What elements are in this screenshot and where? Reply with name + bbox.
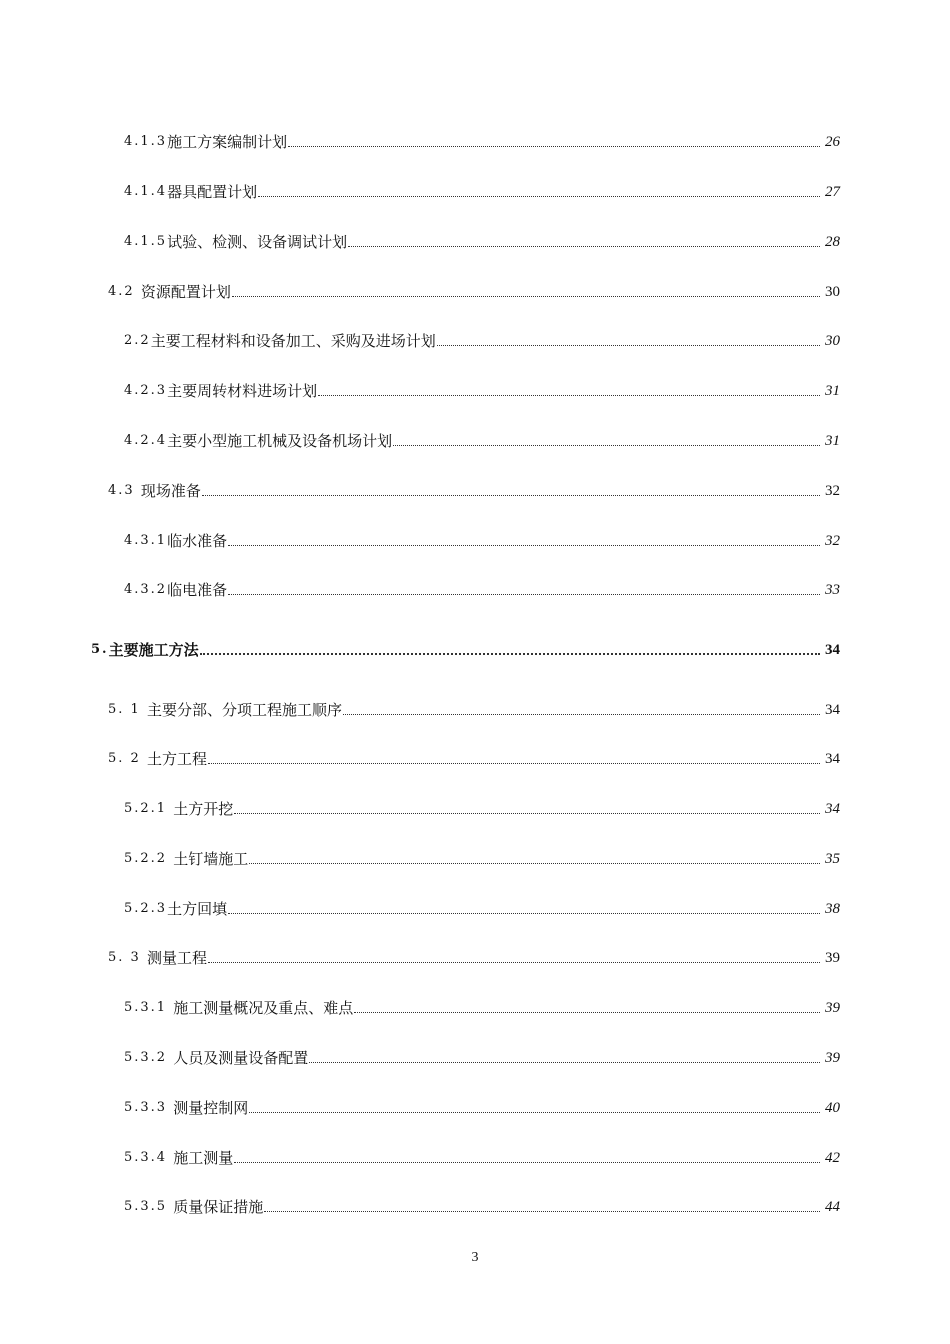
- toc-entry-number: 5.2.2: [124, 851, 174, 866]
- toc-entry-number: 4.3: [108, 483, 141, 498]
- toc-entry-page: 32: [825, 483, 840, 499]
- toc-entry-page: 44: [825, 1199, 840, 1215]
- toc-entry-number: 4.2: [108, 284, 141, 299]
- dot-leader: [208, 763, 820, 764]
- toc-entry-number: 5. 3: [108, 950, 147, 965]
- dot-leader: [232, 296, 820, 297]
- toc-entry-number: 4.3.2: [124, 582, 168, 597]
- dot-leader: [393, 445, 820, 446]
- toc-entry-title: 人员及测量设备配置: [173, 1049, 309, 1067]
- toc-entry-number: 5.3.3: [124, 1100, 174, 1115]
- toc-entry-page: 31: [825, 383, 840, 399]
- toc-entry[interactable]: [91, 637, 840, 659]
- toc-entry-title: 主要小型施工机械及设备机场计划: [167, 432, 393, 450]
- toc-entry-number: 5. 1: [108, 702, 147, 717]
- toc-entry-title: 土钉墙施工: [173, 850, 249, 868]
- dot-leader: [208, 962, 820, 963]
- dot-leader: [228, 545, 820, 546]
- toc-entry-page: 34: [825, 751, 840, 767]
- toc-entry-page: 33: [825, 582, 840, 598]
- toc-entry-title: 施工测量: [173, 1149, 234, 1167]
- toc-entry-number: 4.1.3: [124, 134, 168, 149]
- dot-leader: [228, 913, 820, 914]
- toc-entry[interactable]: [108, 746, 840, 768]
- toc-entry[interactable]: [124, 796, 840, 818]
- toc-entry-page: 40: [825, 1100, 840, 1116]
- toc-entry-number: 2.2: [124, 333, 151, 348]
- toc-entry[interactable]: [108, 279, 840, 301]
- toc-entry-page: 34: [825, 702, 840, 718]
- toc-entry-page: 30: [825, 284, 840, 300]
- toc-entry[interactable]: [124, 1194, 840, 1216]
- dot-leader: [318, 395, 820, 396]
- toc-entry-title: 现场准备: [140, 482, 201, 500]
- toc-entry-title: 临水准备: [167, 532, 228, 550]
- toc-entry-page: 39: [825, 1000, 840, 1016]
- toc-entry[interactable]: [124, 1095, 840, 1117]
- toc-entry[interactable]: [124, 179, 840, 201]
- toc-entry-number: 4.2.3: [124, 383, 168, 398]
- dot-leader: [234, 813, 820, 814]
- toc-entry-page: 28: [825, 234, 840, 250]
- toc-entry-page: 39: [825, 950, 840, 966]
- dot-leader: [437, 345, 820, 346]
- toc-entry[interactable]: [124, 229, 840, 251]
- dot-leader: [354, 1012, 820, 1013]
- toc-entry[interactable]: [124, 328, 840, 350]
- toc-entry-title: 临电准备: [167, 581, 228, 599]
- toc-entry-number: 5.3.5: [124, 1199, 174, 1214]
- toc-entry-title: 土方开挖: [173, 800, 234, 818]
- toc-entry[interactable]: [124, 577, 840, 599]
- toc-entry-title: 主要工程材料和设备加工、采购及进场计划: [150, 332, 436, 350]
- toc-entry-title: 试验、检测、设备调试计划: [167, 233, 348, 251]
- toc-entry-page: 31: [825, 433, 840, 449]
- toc-entry[interactable]: [124, 129, 840, 151]
- dot-leader: [343, 714, 820, 715]
- toc-entry-number: 5.: [91, 642, 109, 657]
- toc-entry-title: 器具配置计划: [167, 183, 258, 201]
- toc-entry-page: 34: [825, 801, 840, 817]
- toc-entry-number: 4.2.4: [124, 433, 168, 448]
- toc-entry-title: 土方工程: [146, 750, 207, 768]
- toc-entry[interactable]: [108, 697, 840, 719]
- dot-leader: [249, 1112, 820, 1113]
- toc-entry-title: 质量保证措施: [173, 1198, 264, 1216]
- toc-entry-title: 施工方案编制计划: [167, 133, 288, 151]
- toc-entry-title: 资源配置计划: [140, 283, 231, 301]
- dot-leader: [249, 863, 820, 864]
- toc-entry[interactable]: [108, 945, 840, 967]
- toc-entry-page: 30: [825, 333, 840, 349]
- toc-entry[interactable]: [124, 1145, 840, 1167]
- toc-entry-page: 35: [825, 851, 840, 867]
- toc-entry[interactable]: [108, 478, 840, 500]
- toc-entry-number: 5.3.2: [124, 1050, 174, 1065]
- toc-entry[interactable]: [124, 846, 840, 868]
- toc-entry-title: 测量控制网: [173, 1099, 249, 1117]
- dot-leader: [288, 146, 820, 147]
- toc-entry-title: 测量工程: [146, 949, 207, 967]
- dot-leader: [228, 594, 820, 595]
- toc-entry-number: 5.3.1: [124, 1000, 174, 1015]
- toc-entry-number: 4.3.1: [124, 533, 168, 548]
- dot-leader: [258, 196, 820, 197]
- dot-leader: [200, 653, 820, 655]
- toc-entry-title: 主要施工方法: [108, 641, 199, 659]
- dot-leader: [234, 1162, 820, 1163]
- toc-entry-page: 26: [825, 134, 840, 150]
- toc-entry[interactable]: [124, 528, 840, 550]
- toc-entry-title: 主要周转材料进场计划: [167, 382, 318, 400]
- dot-leader: [348, 246, 820, 247]
- toc-entry[interactable]: [124, 995, 840, 1017]
- toc-entry-page: 34: [825, 642, 840, 658]
- toc-entry-page: 32: [825, 533, 840, 549]
- toc-entry-number: 5.3.4: [124, 1150, 174, 1165]
- toc-entry-number: 5.2.3: [124, 901, 168, 916]
- toc-entry[interactable]: [124, 896, 840, 918]
- toc-entry-title: 施工测量概况及重点、难点: [173, 999, 354, 1017]
- toc-entry-page: 39: [825, 1050, 840, 1066]
- toc-entry-title: 土方回填: [167, 900, 228, 918]
- toc-entry-page: 38: [825, 901, 840, 917]
- toc-entry-number: 5. 2: [108, 751, 147, 766]
- page-number: 3: [471, 1250, 479, 1265]
- toc-entry-number: 4.1.5: [124, 234, 168, 249]
- toc-entry[interactable]: [124, 428, 840, 450]
- toc-entry-page: 42: [825, 1150, 840, 1166]
- toc-entry-number: 5.2.1: [124, 801, 174, 816]
- dot-leader: [309, 1062, 820, 1063]
- dot-leader: [202, 495, 820, 496]
- toc-entry-title: 主要分部、分项工程施工顺序: [146, 701, 342, 719]
- toc-entry-number: 4.1.4: [124, 184, 168, 199]
- toc-entry[interactable]: [124, 1045, 840, 1067]
- toc-entry-page: 27: [825, 184, 840, 200]
- dot-leader: [264, 1211, 820, 1212]
- toc-entry[interactable]: [124, 378, 840, 400]
